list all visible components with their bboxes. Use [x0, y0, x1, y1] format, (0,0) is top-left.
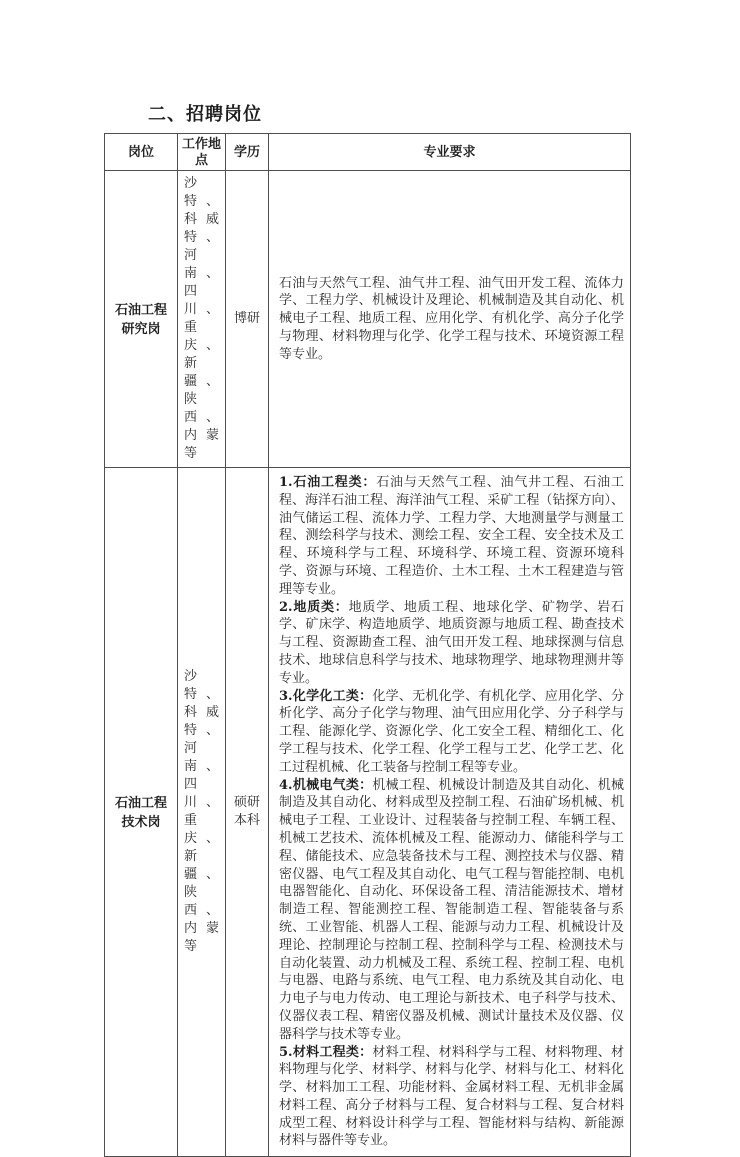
header-row [105, 134, 631, 171]
category-label: 3.化学化工类： [279, 688, 373, 704]
requirement-text: 化学、无机化学、有机化学、应用化学、分析化学、高分子化学与物理、油气田应用化学、分子科学与工程、能源化学、资源化学、化工安全工程、精细化工、化学工程与技术、化学工程、化学工程与工艺、化学工艺、化工过程机械、化工装备与控制工程等专业。 [279, 688, 624, 775]
education-level: 博研 [226, 171, 269, 468]
table-row-technical-post [105, 468, 631, 1157]
work-location: 沙特、科威特、河南、四川、重庆、新疆、陕西、内蒙等 [178, 171, 226, 468]
requirement-text: 材料工程、材料科学与工程、材料物理、材料物理与化学、材料学、材料与化学、材料与化工、材料化学、材料加工工程、功能材料、金属材料工程、无机非金属材料工程、高分子材料与工程、复合材料与工程、复合材料成型工程、材料设计科学与工程、智能材料与结构、新能源材料与器件等专业。 [279, 1044, 624, 1149]
major-requirements [269, 468, 631, 1157]
category-label: 5.材料工程类： [279, 1044, 373, 1060]
requirement-paragraph [279, 275, 624, 364]
position-name: 石油工程研究岗 [105, 171, 178, 468]
requirement-text: 地质学、地质工程、地球化学、矿物学、岩石学、矿床学、构造地质学、地质资源与地质工程、勘查技术与工程、资源勘查工程、油气田开发工程、地球探测与信息技术、地球信息科学与技术、地球物理学、地球物理测井等专业。 [279, 599, 624, 686]
work-location: 沙特、科威特、河南、四川、重庆、新疆、陕西、内蒙等 [178, 468, 226, 1157]
recruitment-positions-table [104, 133, 631, 1157]
col-header-major: 专业要求 [269, 134, 631, 171]
education-level: 硕研本科 [226, 468, 269, 1157]
col-header-education: 学历 [226, 134, 269, 171]
requirement-paragraph [279, 777, 624, 1044]
requirement-text: 石油与天然气工程、油气井工程、油气田开发工程、流体力学、工程力学、机械设计及理论、机械制造及其自动化、机械电子工程、地质工程、应用化学、有机化学、高分子化学与物理、材料物理与化学、化学工程与技术、环境资源工程等专业。 [279, 275, 624, 362]
col-header-location: 工作地点 [178, 134, 226, 171]
category-label: 2.地质类： [279, 599, 349, 615]
requirement-paragraph [279, 1044, 624, 1151]
col-header-position: 岗位 [105, 134, 178, 171]
requirement-paragraph [279, 688, 624, 777]
major-requirements [269, 171, 631, 468]
table-row-research-post [105, 171, 631, 468]
requirement-paragraph [279, 599, 624, 688]
position-name: 石油工程技术岗 [105, 468, 178, 1157]
requirement-text: 石油与天然气工程、油气井工程、石油工程、海洋石油工程、海洋油气工程、采矿工程（钻探方向）、油气储运工程、流体力学、工程力学、大地测量学与测量工程、测绘科学与技术、测绘工程、安全工程、安全技术及工程、环境科学与工程、环境科学、环境工程、资源环境科学、资源与环境、工程造价、土木工程、土木工程建造与管理等专业。 [279, 475, 624, 597]
section-title: 二、招聘岗位 [148, 104, 262, 124]
category-label: 1.石油工程类： [279, 475, 377, 490]
category-label: 4.机械电气类： [279, 777, 373, 793]
requirement-paragraph [279, 474, 624, 599]
requirement-text: 机械工程、机械设计制造及其自动化、机械制造及其自动化、材料成型及控制工程、石油矿场机械、机械电子工程、工业设计、过程装备与控制工程、车辆工程、机械工艺技术、流体机械及工程、能源动力、储能科学与工程、储能技术、应急装备技术与工程、测控技术与仪器、精密仪器、电气工程及其自动化、电气工程与智能控制、电机电器智能化、自动化、环保设备工程、清洁能源技术、增材制造工程、智能测控工程、智能制造工程、智能装备与系统、工业智能、机器人工程、能源与动力工程、机械设计及理论、控制理论与控制工程、控制科学与工程、检测技术与自动化装置、动力机械及工程、系统工程、控制工程、电机与电器、电路与系统、电气工程、电力系统及其自动化、电力电子与电力传动、电工理论与新技术、电子科学与技术、仪器仪表工程、精密仪器及机械、测试计量技术及仪器、仪器科学与技术等专业。 [279, 777, 624, 1042]
